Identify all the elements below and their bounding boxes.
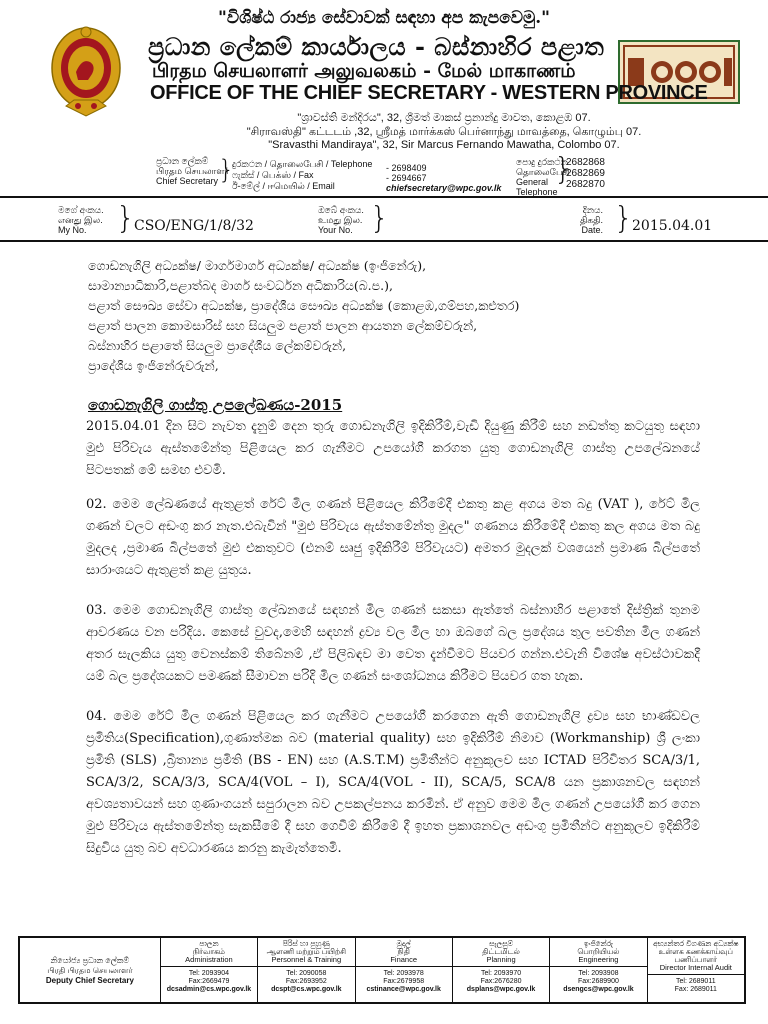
dept-tel: Tel: 2093978 — [383, 970, 424, 977]
dept-fax: Fax:2679958 — [383, 978, 425, 985]
email-label: ඊ-මේල් / ஈமெயில் / Email — [232, 181, 335, 191]
dept-ta: நிர்வாகம் — [192, 947, 225, 956]
footer-dept-personnel — [257, 938, 354, 1002]
addressee-line: පළාත් පාලන කොමසාරිස් සහ සියලුම පළාත් පාලන ආයතන ලේකම්වරුන්, — [88, 318, 478, 333]
my-no-label-ta: எனது இல. — [58, 215, 103, 225]
dept-en: Personnel & Training — [271, 955, 342, 964]
divider-top — [0, 196, 768, 198]
address-english: "Sravasthi Mandiraya", 32, Sir Marcus Fernando Mawatha, Colombo 07. — [268, 139, 620, 151]
dept-tel: Tel: 2689011 — [676, 978, 716, 985]
dept-si: ඉංජිනේරු — [583, 939, 614, 948]
chief-secretary-label-ta: பிரதம செயலாளர் — [156, 166, 230, 176]
dept-en: Planning — [486, 955, 516, 964]
fax-value: - 2694667 — [386, 173, 427, 183]
dept-tel: Tel: 2093908 — [578, 970, 619, 977]
general-tel-label-si: පොදු දුරකථන — [516, 157, 568, 167]
dept-ta: பொறியியல் — [577, 947, 620, 956]
dept-fax: Fax:2669479 — [188, 978, 230, 985]
addressee-line: බස්නාහිර පළාතේ සියලුම ප්‍රාදේශීය ලේකම්වරුන්, — [88, 338, 347, 353]
your-no-label-si: ඔබේ අංකය. — [318, 205, 364, 215]
address-tamil: "சிராவஸ்தி" கட்டடம் ,32, ஸ்ரீமத் மார்க்கஸ் பெர்னாந்து மாவத்தை, கொழும்பு 07. — [246, 126, 642, 138]
deputy-si: නියෝජ්‍ය ප්‍රධාන ලේකම් — [50, 956, 130, 965]
footer-dept-engineering — [549, 938, 646, 1002]
addressee-line: ප්‍රාදේශීය ඉංජිනේරුවරුන්, — [88, 358, 219, 373]
dept-email: dsengcs@wpc.gov.lk — [563, 986, 634, 993]
office-title-tamil: பிரதம செயலாளர் அலுவலகம் - மேல் மாகாணம் — [152, 60, 576, 82]
contact-values — [386, 163, 501, 193]
office-title-sinhala: ප්‍රධාන ලේකම් කාර්යාලය - බස්නාහිර පළාත — [148, 32, 605, 61]
brace: } — [370, 201, 390, 236]
chief-secretary-label-si: ප්‍රධාන ලේකම් — [156, 156, 209, 166]
dept-en: Engineering — [578, 955, 619, 964]
general-tel-label-en2: Telephone — [516, 187, 558, 197]
date-label-en: Date. — [581, 225, 604, 235]
dept-ta: ஆளணி மற்றும் பயிற்சி — [266, 947, 346, 956]
dept-tel: Tel: 2090058 — [286, 970, 327, 977]
dept-fax: Fax:2689900 — [578, 978, 619, 985]
letter-subject: ගොඩනැගිලි ගාස්තු උපලේඛණය-2015 — [88, 396, 343, 414]
date-label-si: දිනය. — [582, 205, 604, 215]
dept-ta: திட்டமிடல் — [482, 947, 520, 956]
brace: } — [116, 201, 136, 236]
footer-dept-planning — [452, 938, 549, 1002]
footer-dept-finance — [355, 938, 452, 1002]
general-tel-1: 2682868 — [566, 157, 605, 168]
addressee-line: ගොඩනැගිලි අධ්‍යක්ෂ/ මාර්ගමාර්ග අධ්‍යක්ෂ/ අධ්‍යක්ෂ (ඉංජිනේරු), — [88, 258, 427, 273]
paragraph-1: 2015.04.01 දින සිට නැවත දැනුම් දෙන තුරු ගොඩනැගිලි ඉදිකිරීම්,වැඩි දියුණු කිරීම් සහ නඩත්තු කටයුතු සඳහා මුළු පිරිවැය ඇස්තමේන්තු පිළියෙල කර ගැනීමට උපයෝගී කරගත යුතු ගොඩනැගිලි ගාස්තු උපලේඛනයේ පිටපතක් මේ සමඟ එවමි. — [86, 419, 700, 478]
dept-email: cstinance@wpc.gov.lk — [366, 986, 441, 993]
letter-date: 2015.04.01 — [632, 218, 713, 234]
dept-fax: Fax:2693952 — [285, 978, 327, 985]
general-tel-label-en: General — [516, 177, 549, 187]
addressee-line: පළාත් සෞඛ්‍ය සේවා අධ්‍යක්ෂ, ප්‍රාදේශීය සෞඛ්‍ය අධ්‍යක්ෂ (කොළඹ,ගම්පහ,කළුතර) — [88, 298, 520, 313]
dept-si: පාලන — [199, 939, 219, 948]
dept-email: dcsadmin@cs.wpc.gov.lk — [166, 986, 252, 993]
my-no-label-si: මගේ අංකය. — [58, 205, 104, 215]
dept-si: පිරිස් හා පුහුණු — [282, 939, 330, 948]
my-no-label — [58, 205, 104, 235]
address-sinhala: "ශ්‍රාවස්ති මන්දිරය", 32, ශ්‍රීමත් මාකස් ප්‍රනාන්දු මාවත, කොළඹ 07. — [297, 112, 591, 124]
date-label — [580, 205, 603, 235]
dept-ta: நிதி — [397, 947, 410, 956]
dept-email: dsplans@wpc.gov.lk — [466, 986, 536, 993]
office-title-english: OFFICE OF THE CHIEF SECRETARY - WESTERN PROVINCE — [150, 82, 708, 104]
dept-en: Director Internal Audit — [659, 963, 732, 972]
chief-secretary-label-en: Chief Secretary — [156, 176, 219, 186]
footer-deputy-chief-secretary — [20, 938, 160, 1002]
my-no-label-en: My No. — [58, 225, 87, 235]
sri-lanka-emblem-icon — [48, 22, 124, 120]
telephone-value: - 2698409 — [386, 163, 427, 173]
your-no-label-ta: உமது இல. — [318, 215, 363, 225]
paragraph-3: 03. මෙම ගොඩනැගිලි ගාස්තු ලේඛනයේ සඳහන් මිල ගණන් සකසා ඇත්තේ බස්නාහිර පළාතේ දිස්ත්‍රික් තුනම ආවරණය වන පරිදිය. කෙසේ වුවද,මෙහි සඳහන් ද්‍රව්‍ය වල මිල හා ඔබගේ බල ප්‍රදේශය තුල පවතින මිල ගණන් අතර සැලකිය යුතු වෙනස්කම් තිබේනම් ,ඒ පිලිබඳව මා වෙත දැන්වීමට පියවර ගන්න.එවැනි විශේෂ අවස්ථාවකදී යම් බල ප්‍රදේශයකට පමණක් සීමාවන පරිදි මිල ගණන් සංශෝධනය කිරීමට පියවර ගත හැක. — [86, 603, 700, 684]
general-telephone-numbers — [566, 157, 605, 190]
footer-contacts — [18, 936, 746, 1004]
dept-ta: உள்ளக கணக்காய்வுப் பணிப்பாளர் — [658, 947, 733, 964]
deputy-en: Deputy Chief Secretary — [45, 976, 134, 985]
motto: "විශිෂ්ඨ රාජ්‍ය සේවාවක් සඳහා අප කැපවෙමු." — [217, 8, 550, 28]
email-value: chiefsecretary@wpc.gov.lk — [386, 183, 502, 193]
contact-labels — [232, 159, 372, 191]
dept-si: සැලසුම් — [489, 939, 514, 948]
dept-tel: Tel: 2093970 — [481, 970, 522, 977]
addressee-list — [88, 256, 519, 376]
dept-email: dcspt@cs.wpc.gov.lk — [271, 986, 342, 993]
general-tel-2: 2682869 — [566, 168, 605, 179]
dept-fax: Fax: 2689011 — [674, 986, 717, 993]
general-tel-label-ta: தொலைபேசி — [516, 167, 570, 177]
divider-bottom — [0, 240, 768, 242]
brace: } — [614, 201, 634, 236]
date-label-ta: திகதி. — [580, 215, 604, 225]
dept-fax: Fax:2676280 — [480, 978, 522, 985]
paragraph-4: 04. මෙම රේට් මිල ගණන් පිළියෙල කර ගැනීමට උපයෝගී කරගෙන ඇති ගොඩනැගිලි ද්‍රව්‍ය සහ භාණ්ඩවල ප්‍රමිතිය(Specification),ගුණාත්මක බව (material quality) සහ ඉදිකිරීම් නිමාව (Workmanship) ශ්‍රී ලංකා ප්‍රමිති (SLS) ,බ්‍රිතාන්‍ය ප්‍රමිති (BS - EN) සහ (A.S.T.M) ප්‍රමිතීන්ට අනුකූලව සහ ICTAD පිරිවිතර SCA/3/1, SCA/3/2, SCA/3/3, SCA/4(VOL – I), SCA/4(VOL - II), SCA/5, SCA/8 යන ප්‍රකාශනවල සඳහන් අවශ්‍යතාවයන් සහ ගුණාංගයන් සපුරාලන බව උපකල්පනය කරමින්. ඒ අනුව මෙම මිල ගණන් උපයෝගී කර ගෙන මුළු පිරිවැය ඇස්තමේන්තු සැකසීමේ දී සහ ගෙවීම් කිරීමේ දී ඉහත ප්‍රකාශනවල අඩංගු ප්‍රමිතීන්ට අනුකූලව ඉදිකිරීම් සිදුවිය යුතු බව අවධාරණය කරනු කැමැත්තෙමි. — [86, 709, 700, 856]
footer-dept-administration — [160, 938, 257, 1002]
dept-tel: Tel: 2093904 — [188, 970, 229, 977]
fax-label: ෆැක්ස් / பெக்ஸ் / Fax — [232, 170, 314, 180]
footer-dept-internal-audit — [647, 938, 744, 1002]
general-tel-3: 2682870 — [566, 179, 605, 190]
dept-si: මුදල් — [396, 939, 411, 948]
my-reference-number: CSO/ENG/1/8/32 — [134, 218, 254, 234]
addressee-line: සාමාන්‍යාධිකාරි,පළාත්බද මාර්ග සංවර්ධන අධිකාරිය(බ.ප.), — [88, 278, 393, 293]
dept-en: Administration — [185, 955, 233, 964]
telephone-label: දුරකථන / தொலைபேசி / Telephone — [232, 159, 373, 169]
your-no-label — [318, 205, 364, 235]
dept-si: අභ්‍යන්තර විගණන අධ්‍යක්ෂ — [653, 939, 739, 948]
brace: } — [554, 152, 574, 187]
deputy-ta: பிரதி பிரதம செயலாளர் — [47, 966, 133, 975]
your-no-label-en: Your No. — [318, 225, 353, 235]
brace: } — [218, 155, 235, 185]
dept-en: Finance — [390, 955, 418, 964]
paragraph-2: 02. මෙම ලේඛණයේ ඇතුළත් රේට් මිල ගණන් පිළියෙල කිරීමේදී එකතු කළ අගය මත බදු (VAT ), රේට් මිල ගණන් වලට අඩංගු කර නැත.එබැවින් "මුළු පිරිවැය ඇස්තමේන්තු මුදල" ගණනය කිරීමේදී එකතු කල අගය මත බදු මුදලද ,ප්‍රමාණ බිල්පතේ මුළු එකතුවට (එනම් සෘජු ඉදිකිරීම් පිරිවැයට) අමතර මුදලක් වශයෙන් ප්‍රමාණ බිල්පතේ සාරාංශයට ඇතුළත් කළ යුතුය. — [86, 497, 700, 578]
